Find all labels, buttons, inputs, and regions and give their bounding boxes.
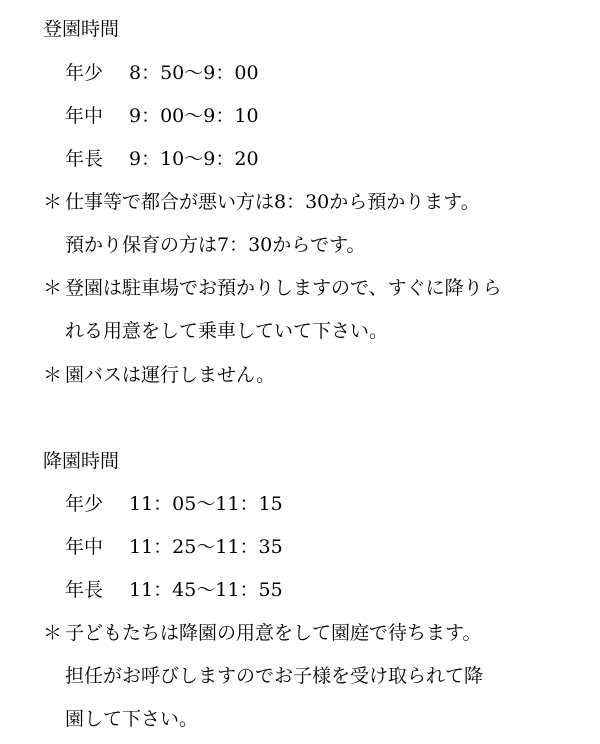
pick-up-row-nensho [65, 492, 283, 516]
drop-off-row-nenchu [65, 104, 259, 128]
drop-off-note-1-continued: 預かり保育の方は7：30からです。 [65, 234, 366, 256]
drop-off-heading: 登園時間 [43, 18, 120, 40]
time-range: 11：45〜11：55 [129, 579, 283, 601]
time-range: 8：50〜9：00 [129, 62, 259, 84]
pick-up-note-1 [43, 621, 481, 645]
note-marker: ＊ [43, 277, 63, 299]
drop-off-note-1 [43, 190, 480, 214]
grade-label: 年中 [65, 105, 104, 127]
note-marker: ＊ [43, 622, 63, 644]
grade-label: 年長 [65, 579, 104, 601]
time-range: 11：25〜11：35 [129, 536, 283, 558]
time-range: 9：00〜9：10 [129, 105, 259, 127]
note-text: 園バスは運行しません。 [65, 364, 276, 386]
note-marker: ＊ [43, 191, 63, 213]
grade-label: 年長 [65, 148, 104, 170]
grade-label: 年少 [65, 493, 104, 515]
drop-off-note-2 [43, 276, 502, 300]
note-marker: ＊ [43, 364, 63, 386]
drop-off-note-3 [43, 363, 275, 387]
pick-up-note-1-continued-2: 園して下さい。 [65, 708, 199, 730]
note-text: 仕事等で都合が悪い方は8：30から預かります。 [65, 191, 480, 213]
pick-up-note-1-continued: 担任がお呼びしますのでお子様を受け取られて降 [65, 665, 484, 687]
time-range: 9：10〜9：20 [129, 148, 259, 170]
drop-off-row-nencho [65, 147, 259, 171]
note-text: 登園は駐車場でお預かりしますので、すぐに降りら [65, 277, 502, 299]
pick-up-row-nenchu [65, 535, 283, 559]
grade-label: 年中 [65, 536, 104, 558]
time-range: 11：05〜11：15 [129, 493, 283, 515]
drop-off-note-2-continued: れる用意をして乗車していて下さい。 [65, 320, 389, 342]
pick-up-heading: 降園時間 [43, 450, 120, 472]
grade-label: 年少 [65, 62, 104, 84]
note-text: 子どもたちは降園の用意をして園庭で待ちます。 [65, 622, 482, 644]
drop-off-row-nensho [65, 61, 259, 85]
pick-up-row-nencho [65, 578, 283, 602]
